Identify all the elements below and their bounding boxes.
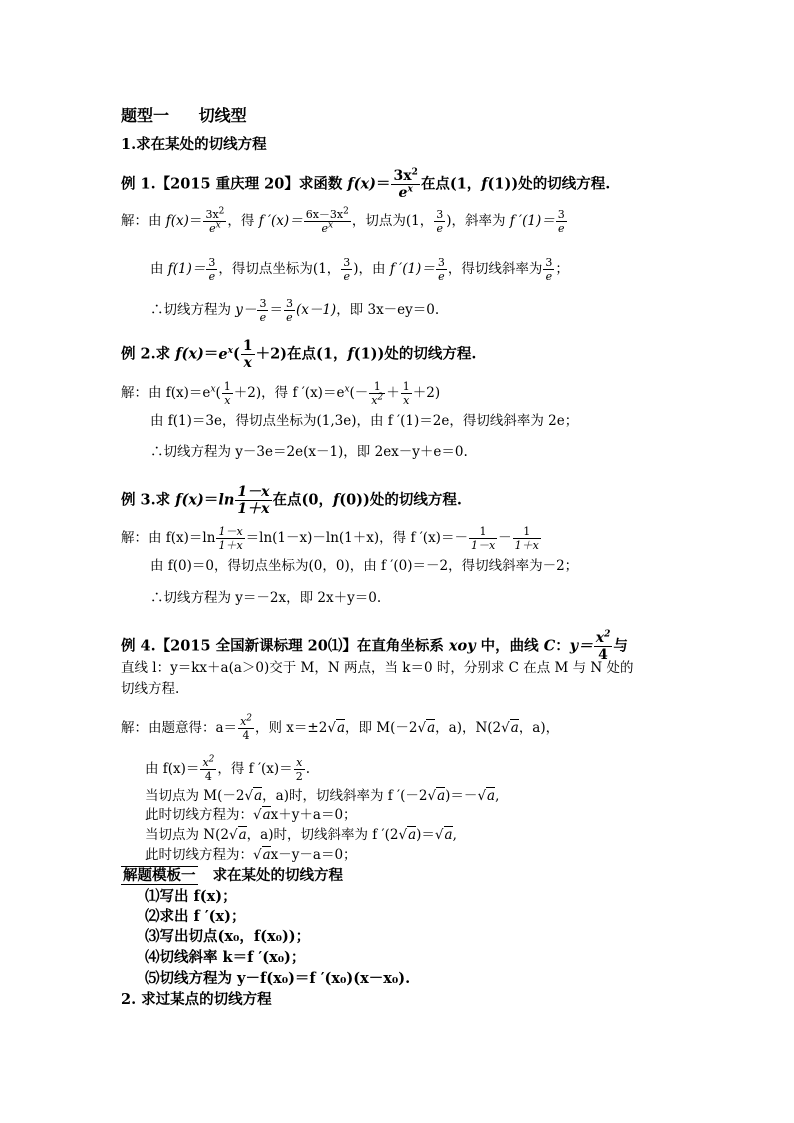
- text: )＝: [416, 827, 435, 843]
- math: 3: [259, 297, 267, 310]
- math: e: [218, 345, 228, 363]
- math: f ′(1)＝: [389, 261, 435, 277]
- heading-title: 题型一: [121, 106, 170, 125]
- math: a: [254, 788, 263, 804]
- math: f: [481, 175, 488, 193]
- math: x: [240, 715, 247, 728]
- text: ，a)，: [518, 720, 560, 736]
- template-step-2: ⑵求出 f ′(x)；: [145, 908, 246, 925]
- template-step-5: ⑸切线方程为 y－f(x₀)＝f ′(x₀)(x－x₀).: [145, 970, 411, 987]
- math: f: [347, 345, 354, 363]
- math: 2: [208, 754, 215, 765]
- text: ，得切线斜率为: [447, 261, 543, 277]
- fraction: [304, 208, 351, 235]
- fraction: [401, 380, 412, 407]
- math: x: [224, 394, 231, 407]
- math: 1: [369, 380, 385, 394]
- math: 2: [604, 629, 611, 640]
- math: (x－1): [295, 302, 337, 318]
- math: f: [332, 491, 340, 509]
- text: 当切点为 M(－2: [145, 788, 245, 804]
- example-1-solution-line-1: [121, 208, 568, 235]
- math: a: [437, 788, 446, 804]
- example-2-solution-line-1: [121, 380, 440, 407]
- math: x: [202, 756, 209, 769]
- math: f(1)＝: [167, 261, 206, 277]
- example-4-solution-line-3: 当切点为 M(－2√a，a)时，切线斜率为 f ′(－2√a)＝－√a,: [145, 788, 500, 804]
- math: e: [208, 270, 216, 283]
- math: x: [595, 630, 605, 646]
- text: x－y－a＝0；: [270, 847, 357, 863]
- example-4-line-2: 直线 l：y＝kx＋a(a＞0)交于 M，N 两点，当 k＝0 时，分别求 C 在点 M 与 N 处的: [121, 660, 634, 676]
- math: y＝: [569, 637, 593, 655]
- math: 1: [513, 525, 541, 539]
- text: .: [305, 761, 310, 777]
- fraction: [238, 715, 254, 742]
- math: f(x): [175, 345, 204, 363]
- fraction: [216, 525, 244, 552]
- math: e: [321, 222, 328, 235]
- math: 2: [218, 206, 225, 217]
- text: (1))处的切线方程.: [353, 345, 477, 363]
- math: e: [209, 222, 216, 235]
- math: x: [327, 220, 334, 231]
- text: 中，曲线: [475, 637, 544, 655]
- fraction: [369, 380, 385, 407]
- math: 1: [223, 380, 231, 393]
- text: x＋y＋a＝0；: [270, 807, 357, 823]
- example-4-solution-line-5: 当切点为 N(2√a，a)时，切线斜率为 f ′(2√a)＝√a,: [145, 827, 457, 843]
- text: ：: [555, 637, 570, 655]
- math: ＝: [203, 345, 219, 363]
- text: )，斜率为: [446, 213, 510, 229]
- text: 解：由题意得：a＝: [121, 720, 238, 736]
- math: a: [262, 807, 271, 823]
- example-1-solution-line-2: [150, 256, 569, 283]
- fraction: [594, 630, 613, 663]
- text: ，得 f ′(x)＝: [217, 761, 293, 777]
- text: ，得: [227, 213, 259, 229]
- math: x: [407, 184, 413, 195]
- text: )，由: [353, 261, 390, 277]
- text: 例 3.求: [121, 491, 176, 509]
- math: ＝: [203, 491, 219, 509]
- fraction: [284, 297, 295, 324]
- math: ＋2): [412, 385, 441, 401]
- math: 4: [242, 729, 250, 742]
- math: 1＋x: [514, 539, 539, 552]
- template-title: 求在某处的切线方程: [212, 867, 344, 884]
- math: 3: [436, 208, 444, 221]
- math: e: [259, 311, 267, 324]
- template-label: 解题模板一: [123, 867, 196, 884]
- math: 3x: [393, 168, 412, 184]
- example-1-title-c: (1))处的切线方程.: [487, 175, 611, 193]
- math: 1－x: [218, 525, 243, 538]
- fraction: [341, 256, 352, 283]
- text: 与: [613, 637, 628, 655]
- math: 3: [545, 256, 553, 269]
- text: 此时切线方程为：: [145, 847, 253, 863]
- math: 3: [285, 297, 293, 310]
- math: 4: [204, 770, 212, 783]
- math: x: [344, 384, 350, 395]
- math: ＋: [386, 385, 400, 401]
- math: 1: [402, 380, 410, 393]
- example-4-solution-line-1: 解：由题意得：a＝ $\frac{x^2}{4}$ ，则 x＝±2√a，即 M(－2√a，a)，N(2√a，a)，: [121, 713, 560, 742]
- math: 1: [242, 338, 253, 354]
- example-3-title: 例 3.求 f(x)＝ln $\frac{1-x}{1+x}$ 在点(0，f(0))处的切线方程.: [121, 484, 462, 517]
- math: 6x－3x: [305, 208, 344, 221]
- math: e: [398, 185, 408, 201]
- math: C: [543, 637, 556, 655]
- fraction: [436, 256, 447, 283]
- math: a: [336, 720, 345, 736]
- text: ，a)时，切线斜率为 f ′(2: [246, 827, 399, 843]
- math: x: [294, 756, 305, 770]
- math: a: [487, 788, 496, 804]
- math: a: [408, 827, 417, 843]
- math: e: [343, 270, 351, 283]
- math: (－: [349, 385, 369, 401]
- heading-subtitle: 切线型: [198, 106, 247, 125]
- math: 3x: [205, 208, 219, 221]
- example-4-solution-line-2: [145, 756, 310, 783]
- example-4-solution-line-4: 此时切线方程为：√ax＋y＋a＝0；: [145, 807, 357, 823]
- example-2-solution-line-2: 由 f(1)＝3e，得切点坐标为(1,3e)，由 f ′(1)＝2e，得切线斜率为 2e；: [150, 413, 579, 429]
- math: (: [232, 345, 240, 363]
- math: f(x): [165, 213, 189, 229]
- text: ,: [452, 827, 457, 843]
- math: (: [215, 385, 221, 401]
- text: ，a)，N(2: [435, 720, 502, 736]
- fraction: [222, 380, 233, 407]
- example-1-solution-line-3: [150, 297, 439, 324]
- math: a: [427, 720, 436, 736]
- math: f ′(1)＝: [509, 213, 555, 229]
- text: 由: [150, 261, 168, 277]
- example-2-solution-line-3: ∴切线方程为 y－3e＝2e(x－1)，即 2ex－y＋e＝0.: [150, 444, 468, 460]
- template-header: [121, 868, 343, 884]
- math: 2: [377, 392, 384, 403]
- math: y－: [235, 302, 257, 318]
- text: ，则 x＝±2: [255, 720, 328, 736]
- math: e: [436, 222, 443, 235]
- text: (0))处的切线方程.: [339, 491, 462, 509]
- text: 解：由 f(x)＝e: [121, 385, 211, 401]
- text: 在点(1，: [287, 345, 348, 363]
- math: e: [286, 311, 293, 324]
- text: 当切点为 N(2: [145, 827, 229, 843]
- example-4-solution-line-6: 此时切线方程为：√ax－y－a＝0；: [145, 847, 357, 863]
- example-3-solution-line-2: 由 f(0)＝0，得切点坐标为(0，0)，由 f ′(0)＝－2，得切线斜率为－2；: [150, 558, 579, 574]
- math: x: [243, 355, 252, 371]
- math: x: [371, 394, 378, 407]
- math: 1＋x: [237, 501, 270, 517]
- page-heading: [121, 108, 247, 124]
- fraction: [513, 525, 541, 552]
- template-step-3: ⑶写出切点(x₀，f(x₀))；: [145, 928, 311, 945]
- text: 此时切线方程为：: [145, 807, 253, 823]
- fraction: [391, 168, 419, 201]
- text: 由 f(x)＝: [145, 761, 200, 777]
- fraction: [294, 756, 305, 783]
- template-step-4: ⑷切线斜率 k＝f ′(x₀)；: [145, 949, 306, 966]
- math: a: [444, 827, 453, 843]
- math: 2: [343, 206, 349, 217]
- math: 2: [411, 167, 418, 178]
- math: 3: [557, 208, 565, 221]
- fraction: [434, 208, 445, 235]
- math: e: [545, 270, 553, 283]
- text: ,: [495, 788, 500, 804]
- text: ∴切线方程为: [150, 302, 236, 318]
- math: ＝: [188, 213, 203, 229]
- fraction: [200, 756, 216, 783]
- section-2-title: 2. 求过某点的切线方程: [121, 991, 272, 1008]
- example-1-title-b: 在点(1，: [420, 175, 482, 193]
- text: ，a)时，切线斜率为 f ′(－2: [262, 788, 428, 804]
- text: ，即 3x－ey＝0.: [336, 302, 440, 318]
- text: ，切点为(1，: [351, 213, 434, 229]
- math: a: [262, 847, 271, 863]
- math: 2: [246, 713, 253, 724]
- example-1-title: [121, 168, 610, 201]
- math: ＝: [269, 302, 283, 318]
- fraction: [469, 525, 497, 552]
- fraction: [257, 297, 268, 324]
- math: 1－x: [237, 484, 270, 500]
- math: 4: [598, 647, 608, 663]
- section-1-title: 1.求在某处的切线方程: [121, 136, 267, 153]
- math: a: [238, 827, 247, 843]
- math: 3: [208, 256, 216, 269]
- text: 例 4.【2015 全国新课标理 20⑴】在直角坐标系: [121, 637, 449, 655]
- example-1-title-a: 例 1.【2015 重庆理 20】求函数: [121, 175, 348, 193]
- text: ＝ln(1－x)－ln(1＋x)，得 f ′(x)＝－: [245, 530, 468, 546]
- example-4-title: [121, 630, 628, 663]
- math: x: [215, 220, 221, 231]
- math: xoy: [448, 637, 476, 655]
- math: x: [403, 394, 410, 407]
- fraction: [206, 256, 217, 283]
- math-eq: ＝: [375, 175, 391, 193]
- text: 解：由: [121, 213, 166, 229]
- math: 3: [437, 256, 445, 269]
- text: ；: [555, 261, 569, 277]
- text: ，得 f ′(x)＝e: [261, 385, 345, 401]
- math: e: [557, 222, 565, 235]
- text: 解：由 f(x)＝ln: [121, 530, 216, 546]
- math: 1＋x: [218, 539, 243, 552]
- example-3-solution-line-1: 解：由 f(x)＝ln $\frac{1-x}{1+x}$ ＝ln(1－x)－ln(1＋x)，得 f ′(x)＝－ $\frac{1}{1-x}$ － $\frac{1}{1+x}$: [121, 525, 539, 552]
- math: f(x): [175, 491, 204, 509]
- text: 例 2.求: [121, 345, 176, 363]
- math: 2: [295, 770, 303, 783]
- math: ＋2): [255, 345, 288, 363]
- fraction: [543, 256, 554, 283]
- text: )＝－: [445, 788, 478, 804]
- example-3-solution-line-3: ∴切线方程为 y＝－2x，即 2x＋y＝0.: [150, 590, 382, 606]
- fraction: [556, 208, 567, 235]
- math: 1: [469, 525, 497, 539]
- math: x: [227, 345, 233, 356]
- example-2-title: [121, 338, 476, 371]
- math: e: [438, 270, 445, 283]
- math: 3: [343, 256, 351, 269]
- math: x: [210, 384, 216, 395]
- text: ，得切点坐标为(1，: [218, 261, 341, 277]
- math: f ′(x)＝: [258, 213, 303, 229]
- text: ，即 M(－2: [345, 720, 418, 736]
- math: ＋2): [233, 385, 262, 401]
- text: 在点(0，: [272, 491, 333, 509]
- template-step-1: ⑴写出 f(x)；: [145, 888, 237, 905]
- fraction: [235, 484, 271, 517]
- fraction: [241, 338, 255, 371]
- example-4-line-3: 切线方程.: [121, 681, 180, 697]
- math: a: [510, 720, 519, 736]
- fraction: [203, 208, 226, 235]
- math-fx: f(x): [347, 175, 376, 193]
- math: 1－x: [470, 539, 496, 552]
